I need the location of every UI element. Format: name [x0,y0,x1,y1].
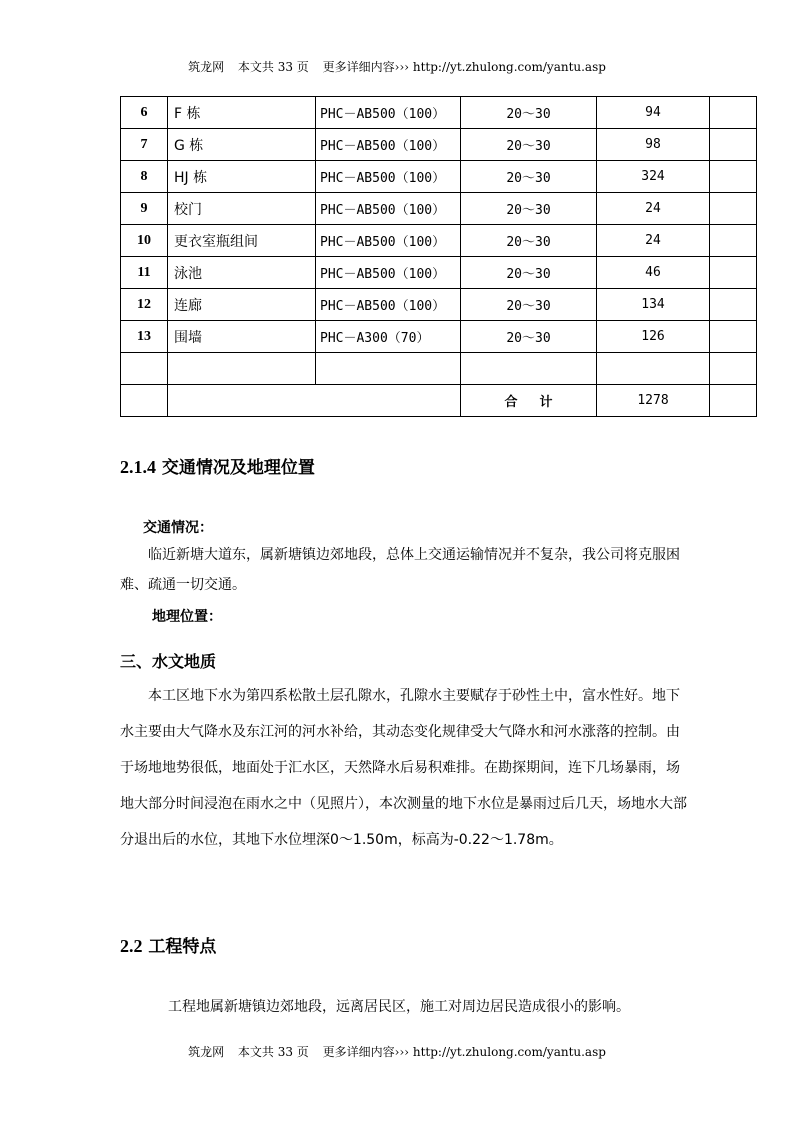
hydro-paragraph [120,678,690,858]
row-number: 8 [121,161,168,193]
total-label: 合计 [461,385,597,417]
row-quantity [597,353,710,385]
row-remark [710,161,757,193]
section-title: 交通情况及地理位置 [161,458,315,478]
row-pile-length: 20～30 [461,129,597,161]
row-quantity: 126 [597,321,710,353]
table-row [121,97,757,129]
features-text: 工程地属新塘镇边郊地段，远离居民区，施工对周边居民造成很小的影响。 [168,999,630,1015]
row-quantity: 324 [597,161,710,193]
table-row [121,257,757,289]
row-pile-length: 20～30 [461,289,597,321]
row-building: G 栋 [168,129,316,161]
table-row [121,289,757,321]
header-more: 更多详细内容››› [322,60,410,74]
section-number: 2.1.4 [120,457,156,477]
row-number: 12 [121,289,168,321]
table-row [121,161,757,193]
row-building: 校门 [168,193,316,225]
section-number: 2.2 [120,936,143,956]
row-number: 10 [121,225,168,257]
row-building [168,353,316,385]
table-row [121,129,757,161]
page-header [0,58,794,75]
row-quantity: 46 [597,257,710,289]
row-number: 9 [121,193,168,225]
row-number [121,353,168,385]
row-building: 围墙 [168,321,316,353]
row-remark [710,97,757,129]
page-footer [0,1043,794,1060]
row-remark [710,321,757,353]
footer-more: 更多详细内容››› [322,1045,410,1059]
section-title: 工程特点 [148,937,217,957]
row-pile-spec [316,353,461,385]
row-pile-length: 20～30 [461,321,597,353]
total-spacer [168,385,461,417]
row-pile-length: 20～30 [461,225,597,257]
section-heading-hydro [120,649,216,672]
row-pile-length [461,353,597,385]
row-pile-spec: PHC－AB500（100） [316,225,461,257]
row-pile-length: 20～30 [461,97,597,129]
row-pile-spec: PHC－AB500（100） [316,129,461,161]
row-pile-length: 20～30 [461,193,597,225]
row-number: 13 [121,321,168,353]
traffic-text: 临近新塘大道东，属新塘镇边郊地段，总体上交通运输情况并不复杂，我公司将克服困难、疏通一切交通。 [120,547,680,593]
row-building: 更衣室瓶组间 [168,225,316,257]
row-quantity: 98 [597,129,710,161]
row-building: HJ 栋 [168,161,316,193]
geo-label: 地理位置： [152,609,222,625]
row-building: F 栋 [168,97,316,129]
row-pile-spec: PHC－AB500（100） [316,257,461,289]
table-row-empty [121,353,757,385]
row-remark [710,257,757,289]
row-pile-spec: PHC－AB500（100） [316,161,461,193]
table-row [121,193,757,225]
total-value: 1278 [597,385,710,417]
header-url[interactable]: http://yt.zhulong.com/yantu.asp [412,60,606,74]
row-number: 7 [121,129,168,161]
row-pile-length: 20～30 [461,257,597,289]
traffic-label: 交通情况： [143,520,213,536]
row-remark [710,289,757,321]
row-pile-spec: PHC－AB500（100） [316,289,461,321]
row-quantity: 24 [597,225,710,257]
header-pages: 本文共 33 页 [237,60,309,74]
row-quantity: 94 [597,97,710,129]
row-remark [710,193,757,225]
row-remark [710,129,757,161]
features-paragraph [168,996,728,1016]
table-row-total [121,385,757,417]
footer-url[interactable]: http://yt.zhulong.com/yantu.asp [412,1045,606,1059]
row-pile-spec: PHC－AB500（100） [316,193,461,225]
pile-table [120,96,757,417]
row-remark [710,385,757,417]
table-row [121,321,757,353]
section-heading-traffic [120,453,315,478]
row-number: 6 [121,97,168,129]
row-building: 泳池 [168,257,316,289]
footer-pages: 本文共 33 页 [237,1045,309,1059]
pile-table-body [121,97,757,417]
section-heading-features [120,932,216,957]
traffic-paragraph [120,540,690,600]
table-row [121,225,757,257]
footer-site: 筑龙网 [188,1045,225,1059]
row-remark [710,353,757,385]
row-number [121,385,168,417]
row-quantity: 24 [597,193,710,225]
row-building: 连廊 [168,289,316,321]
row-number: 11 [121,257,168,289]
row-pile-spec: PHC－A300（70） [316,321,461,353]
row-remark [710,225,757,257]
section-title: 三、水文地质 [120,652,217,671]
hydro-text: 本工区地下水为第四系松散土层孔隙水，孔隙水主要赋存于砂性土中，富水性好。地下水主要由大气降水及东江河的河水补给，其动态变化规律受大气降水和河水涨落的控制。由于场地地势很低，地面处于汇水区，天然降水后易积难排。在勘探期间，连下几场暴雨，场地大部分时间浸泡在雨水之中（见照片），本次测量的地下水位是暴雨过后几天，场地水大部分退出后的水位，其地下水位埋深0～1.50m，标高为-0.22～1.78m。 [120,688,687,848]
row-pile-spec: PHC－AB500（100） [316,97,461,129]
row-quantity: 134 [597,289,710,321]
row-pile-length: 20～30 [461,161,597,193]
header-site: 筑龙网 [188,60,225,74]
